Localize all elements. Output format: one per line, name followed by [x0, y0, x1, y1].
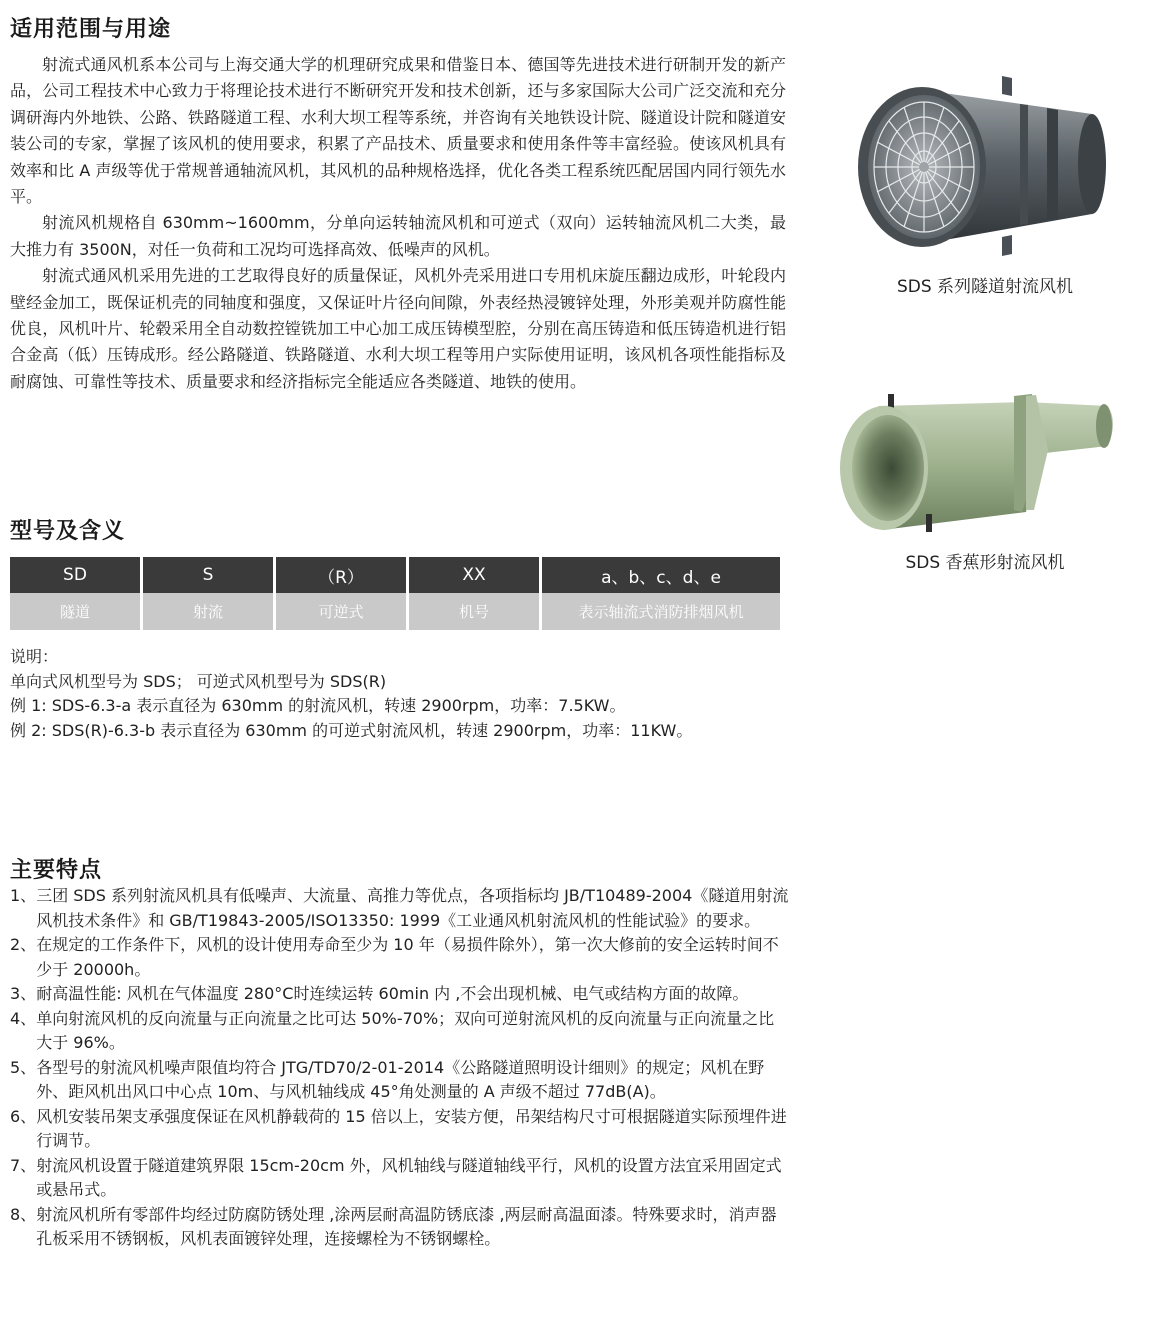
section-title-scope: 适用范围与用途: [10, 17, 172, 42]
model-code-row: [10, 557, 780, 593]
meaning-cell-jet: 射流: [143, 593, 273, 630]
figure-caption-banana-fan: SDS 香蕉形射流风机: [905, 553, 1065, 573]
feature-text: 各型号的射流风机噪声限值均符合 JTG/TD70/2-01-2014《公路隧道照明设计细则》的规定；风机在野外、距风机出风口中心点 10m、与风机轴线成 45°角处测量的 A 声级不超过 77dB(A)。: [36, 1057, 765, 1101]
meaning-cell-reversible: 可逆式: [276, 593, 406, 630]
section-title-features: 主要特点: [10, 858, 103, 883]
notes-example-1: 例 1: SDS-6.3-a 表示直径为 630mm 的射流风机，转速 2900rpm，功率：7.5KW。: [10, 696, 626, 715]
model-meaning-row: [10, 593, 780, 630]
feature-item-6: [10, 1105, 790, 1154]
section-title-model: 型号及含义: [10, 519, 126, 544]
notes-line-types: 单向式风机型号为 SDS； 可逆式风机型号为 SDS(R): [10, 671, 387, 691]
scope-paragraph-1: 射流式通风机系本公司与上海交通大学的机理研究成果和借鉴日本、德国等先进技术进行研制开发的新产品，公司工程技术中心致力于将理论技术进行不断研究开发和技术创新，还与多家国际大公司广泛交流和充分调研海内外地铁、公路、铁路隧道工程、水利大坝工程等系统，并咨询有关地铁设计院、隧道设计院和隧道安装公司的专家，掌握了该风机的使用要求，积累了产品技术、质量要求和使用条件等丰富经验。使该风机具有效率和比 A 声级等优于常规普通轴流风机，其风机的品种规格选择，优化各类工程系统匹配居国内同行领先水平。: [10, 55, 786, 207]
code-cell-r: （R）: [276, 557, 406, 593]
feature-item-3: [10, 982, 790, 1007]
model-code-table: [7, 557, 783, 630]
feature-text: 在规定的工作条件下，风机的设计使用寿命至少为 10 年（易损件除外），第一次大修前的安全运转时间不少于 20000h。: [36, 935, 779, 979]
feature-item-2: [10, 933, 790, 982]
feature-item-5: [10, 1056, 790, 1105]
feature-item-1: [10, 884, 790, 933]
feature-text: 单向射流风机的反向流量与正向流量之比可达 50%-70%；双向可逆射流风机的反向流量与正向流量之比大于 96%。: [36, 1008, 775, 1052]
notes-example-2: 例 2: SDS(R)-6.3-b 表示直径为 630mm 的可逆式射流风机，转速 2900rpm，功率：11KW。: [10, 720, 693, 740]
feature-number: 6、: [10, 1106, 37, 1126]
sds-tunnel-jet-fan-image: [852, 72, 1128, 262]
feature-number: 1、: [10, 886, 37, 905]
meaning-cell-machine-number: 机号: [409, 593, 539, 630]
feature-text: 耐高温性能: 风机在气体温度 280°C时连续运转 60min 内 ,不会出现机械、电气或结构方面的故障。: [36, 984, 749, 1003]
scope-paragraph-2: 射流风机规格自 630mm~1600mm，分单向运转轴流风机和可逆式（双向）运转轴流风机二大类，最大推力有 3500N，对任一负荷和工况均可选择高效、低噪声的风机。: [10, 213, 786, 259]
feature-text: 三团 SDS 系列射流风机具有低噪声、大流量、高推力等优点，各项指标均 JB/T10489-2004《隧道用射流风机技术条件》和 GB/T19843-2005/ISO13350: 1999《工业通风机射流风机的性能试验》的要求。: [36, 886, 789, 930]
features-list: [10, 884, 790, 1252]
feature-number: 4、: [10, 1008, 37, 1028]
feature-number: 8、: [10, 1204, 37, 1224]
code-cell-sd: SD: [10, 557, 140, 593]
feature-item-7: [10, 1154, 790, 1203]
code-cell-abcde: a、b、c、d、e: [542, 557, 780, 593]
feature-text: 风机安装吊架支承强度保证在风机静载荷的 15 倍以上，安装方便，吊架结构尺寸可根据隧道实际预埋件进行调节。: [36, 1106, 787, 1150]
feature-number: 2、: [10, 935, 37, 954]
scope-paragraph-3: 射流式通风机采用先进的工艺取得良好的质量保证，风机外壳采用进口专用机床旋压翻边成形，叶轮段内壁经金加工，既保证机壳的同轴度和强度，又保证叶片径向间隙，外表经热浸镀锌处理，外形美观并防腐性能优良，风机叶片、轮毂采用全自动数控镗铣加工中心加工成压铸模型腔，分别在高压铸造和低压铸造机进行铝合金高（低）压铸成形。经公路隧道、铁路隧道、水利大坝工程等用户实际使用证明，该风机各项性能指标及耐腐蚀、可靠性等技术、质量要求和经济指标完全能适应各类隧道、地铁的使用。: [10, 266, 786, 391]
feature-text: 射流风机所有零部件均经过防腐防锈处理 ,涂两层耐高温防锈底漆 ,两层耐高温面漆。特殊要求时，消声器孔板采用不锈钢板，风机表面镀锌处理，连接螺栓为不锈钢螺栓。: [36, 1204, 777, 1248]
feature-item-4: [10, 1007, 790, 1056]
model-notes: [10, 645, 692, 743]
meaning-cell-description: 表示轴流式消防排烟风机: [542, 593, 780, 630]
scope-paragraphs: [10, 52, 786, 395]
meaning-cell-tunnel: 隧道: [10, 593, 140, 630]
sds-banana-jet-fan-image: [836, 392, 1118, 540]
feature-number: 7、: [10, 1155, 37, 1175]
notes-heading: 说明：: [10, 647, 59, 666]
feature-number: 5、: [10, 1057, 37, 1077]
feature-text: 射流风机设置于隧道建筑界限 15cm-20cm 外，风机轴线与隧道轴线平行，风机的设置方法宜采用固定式或悬吊式。: [36, 1155, 782, 1199]
feature-number: 3、: [10, 984, 37, 1003]
code-cell-s: S: [143, 557, 273, 593]
feature-item-8: [10, 1203, 790, 1252]
figure-caption-sds-series: SDS 系列隧道射流风机: [896, 277, 1074, 297]
code-cell-xx: XX: [409, 557, 539, 593]
